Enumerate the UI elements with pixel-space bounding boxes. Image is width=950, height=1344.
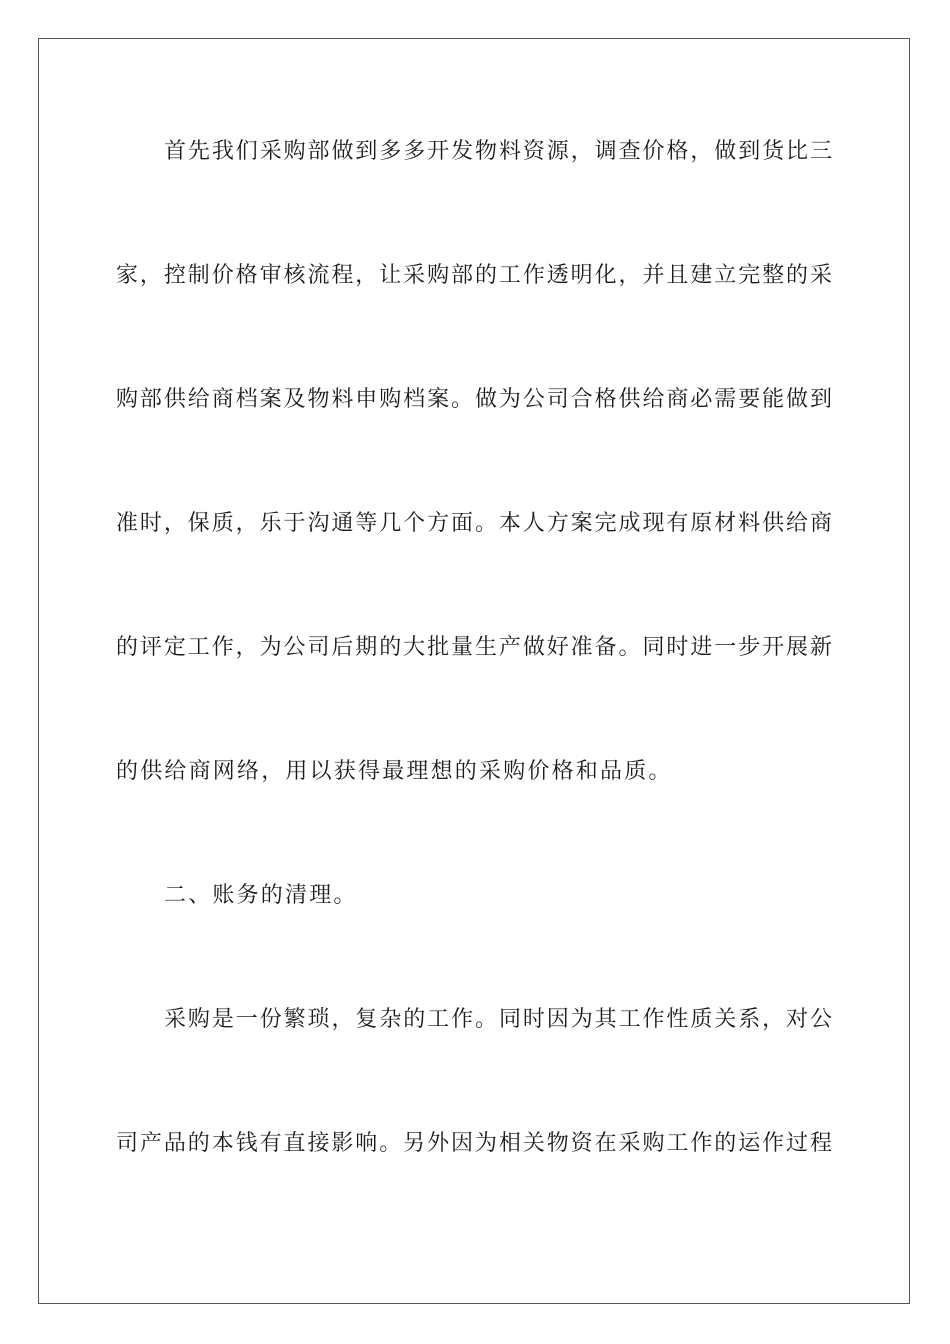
paragraph-2-line-1: 采购是一份繁琐，复杂的工作。同时因为其工作性质关系，对公 [164,1007,832,1032]
paragraph-1-line-5: 的评定工作，为公司后期的大批量生产做好准备。同时进一步开展新 [116,635,832,660]
section-heading: 二、账务的清理。 [164,883,358,908]
page-border [38,38,910,1304]
paragraph-1-line-3: 购部供给商档案及物料申购档案。做为公司合格供给商必需要能做到 [116,387,832,412]
paragraph-1-line-6: 的供给商网络，用以获得最理想的采购价格和品质。 [116,759,673,784]
paragraph-1-line-1: 首先我们采购部做到多多开发物料资源，调查价格，做到货比三 [164,139,832,164]
paragraph-2-line-2: 司产品的本钱有直接影响。另外因为相关物资在采购工作的运作过程 [116,1131,832,1156]
paragraph-1-line-2: 家，控制价格审核流程，让采购部的工作透明化，并且建立完整的采 [116,263,832,288]
paragraph-1-line-4: 准时，保质，乐于沟通等几个方面。本人方案完成现有原材料供给商 [116,511,832,536]
